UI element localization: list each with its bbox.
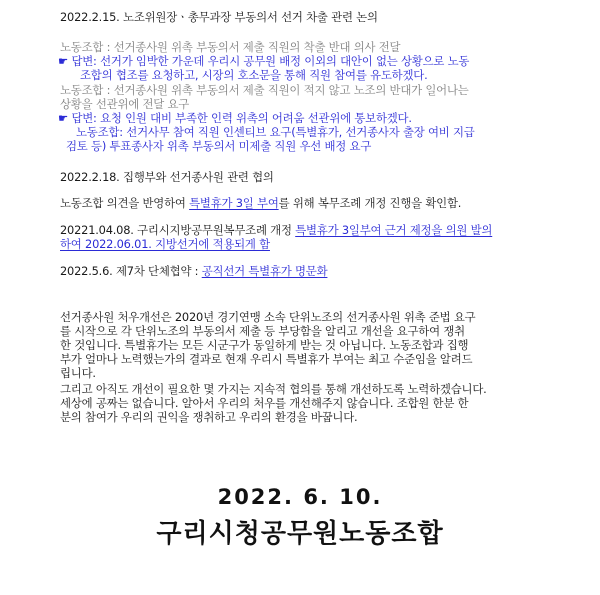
pointing-hand-icon: ☛ — [58, 54, 69, 68]
section2-body-pre: 노동조합 의견을 반영하여 — [60, 196, 190, 210]
pointing-hand-icon: ☛ — [58, 111, 69, 125]
section1-answer-1-line2: 조합의 협조를 요청하고, 시장의 호소문을 통해 직원 참여를 유도하겠다. — [80, 68, 428, 82]
special-leave-highlight: 특별휴가 3일 부여 — [189, 196, 279, 210]
section3-line2: 하여 2022.06.01. 지방선거에 적용되게 함 — [60, 237, 270, 251]
section1-union-request-1: 노동조합 : 선거종사원 위촉 부동의서 제출 직원의 착출 반대 의사 전달 — [60, 40, 401, 54]
closing-line-2: 를 시작으로 각 단위노조의 부동의서 제출 등 부당함을 알리고 개선을 요구하여 쟁취 — [60, 324, 465, 338]
closing-line-1: 선거종사원 처우개선은 2020년 경기연맹 소속 단위노조의 선거종사원 위촉 준법 요구 — [60, 310, 476, 324]
section1-answer-1-line1 — [58, 54, 469, 68]
section3-line1 — [60, 223, 492, 237]
section2-heading: 2022.2.18. 집행부와 선거종사원 관련 협의 — [60, 170, 274, 184]
section1-answer-2-line2: 노동조합: 선거사무 참여 직원 인센티브 요구(특별휴가, 선거종사자 출장 여비 지급 — [76, 125, 475, 139]
section4-line — [60, 264, 327, 278]
closing-line-3: 한 것입니다. 특별휴가는 모든 시군구가 동일하게 받는 것 아닙니다. 노동조합과 집행 — [60, 338, 469, 352]
section1-union-request-2-line1: 노동조합 : 선거종사원 위촉 부동의서 제출 직원이 적지 않고 노조의 반대가 일어나는 — [60, 83, 469, 97]
section1-answer-2-line1 — [58, 111, 412, 125]
answer-2-text: 답변: 요청 인원 대비 부족한 인력 위촉의 어려움 선관위에 통보하겠다. — [71, 111, 412, 125]
section2-body — [60, 196, 461, 210]
closing-line-5: 립니다. — [60, 366, 96, 380]
answer-1-text: 답변: 선거가 임박한 가운데 우리시 공무원 배정 이외의 대안이 없는 상황으로 노동 — [71, 54, 470, 68]
closing-line-4: 부가 얼마나 노력했는가의 결과로 현재 우리시 특별휴가 부여는 최고 수준임을 알려드 — [60, 352, 473, 366]
section1-answer-2-line3: 검토 등) 투표종사자 위촉 부동의서 미제출 직원 우선 배정 요구 — [66, 139, 372, 153]
section3-pre: 20221.04.08. 구리시지방공무원복무조례 개정 — [60, 223, 296, 237]
ordinance-highlight-1: 특별휴가 3일부여 근거 제정을 의원 발의 — [295, 223, 493, 237]
closing-line-6: 그리고 아직도 개선이 필요한 몇 가지는 지속적 협의를 통해 개선하도록 노력하겠습니다. — [60, 382, 487, 396]
closing-line-7: 세상에 공짜는 없습니다. 알아서 우리의 처우를 개선해주지 않습니다. 조합원 한분 한 — [60, 396, 469, 410]
document-date: 2022. 6. 10. — [217, 485, 383, 509]
section4-pre: 2022.5.6. 제7차 단체협약 : — [60, 264, 202, 278]
closing-line-8: 분의 참여가 우리의 권익을 쟁취하고 우리의 환경을 바꿉니다. — [60, 410, 358, 424]
agreement-highlight: 공직선거 특별휴가 명문화 — [201, 264, 328, 278]
section1-union-request-2-line2: 상황을 선관위에 전달 요구 — [60, 97, 190, 111]
section2-body-post: 를 위해 복무조례 개정 진행을 확인함. — [278, 196, 462, 210]
organization-name: 구리시청공무원노동조합 — [156, 519, 444, 549]
section1-heading: 2022.2.15. 노조위원장ㆍ총무과장 부동의서 선거 차출 관련 논의 — [60, 10, 378, 24]
